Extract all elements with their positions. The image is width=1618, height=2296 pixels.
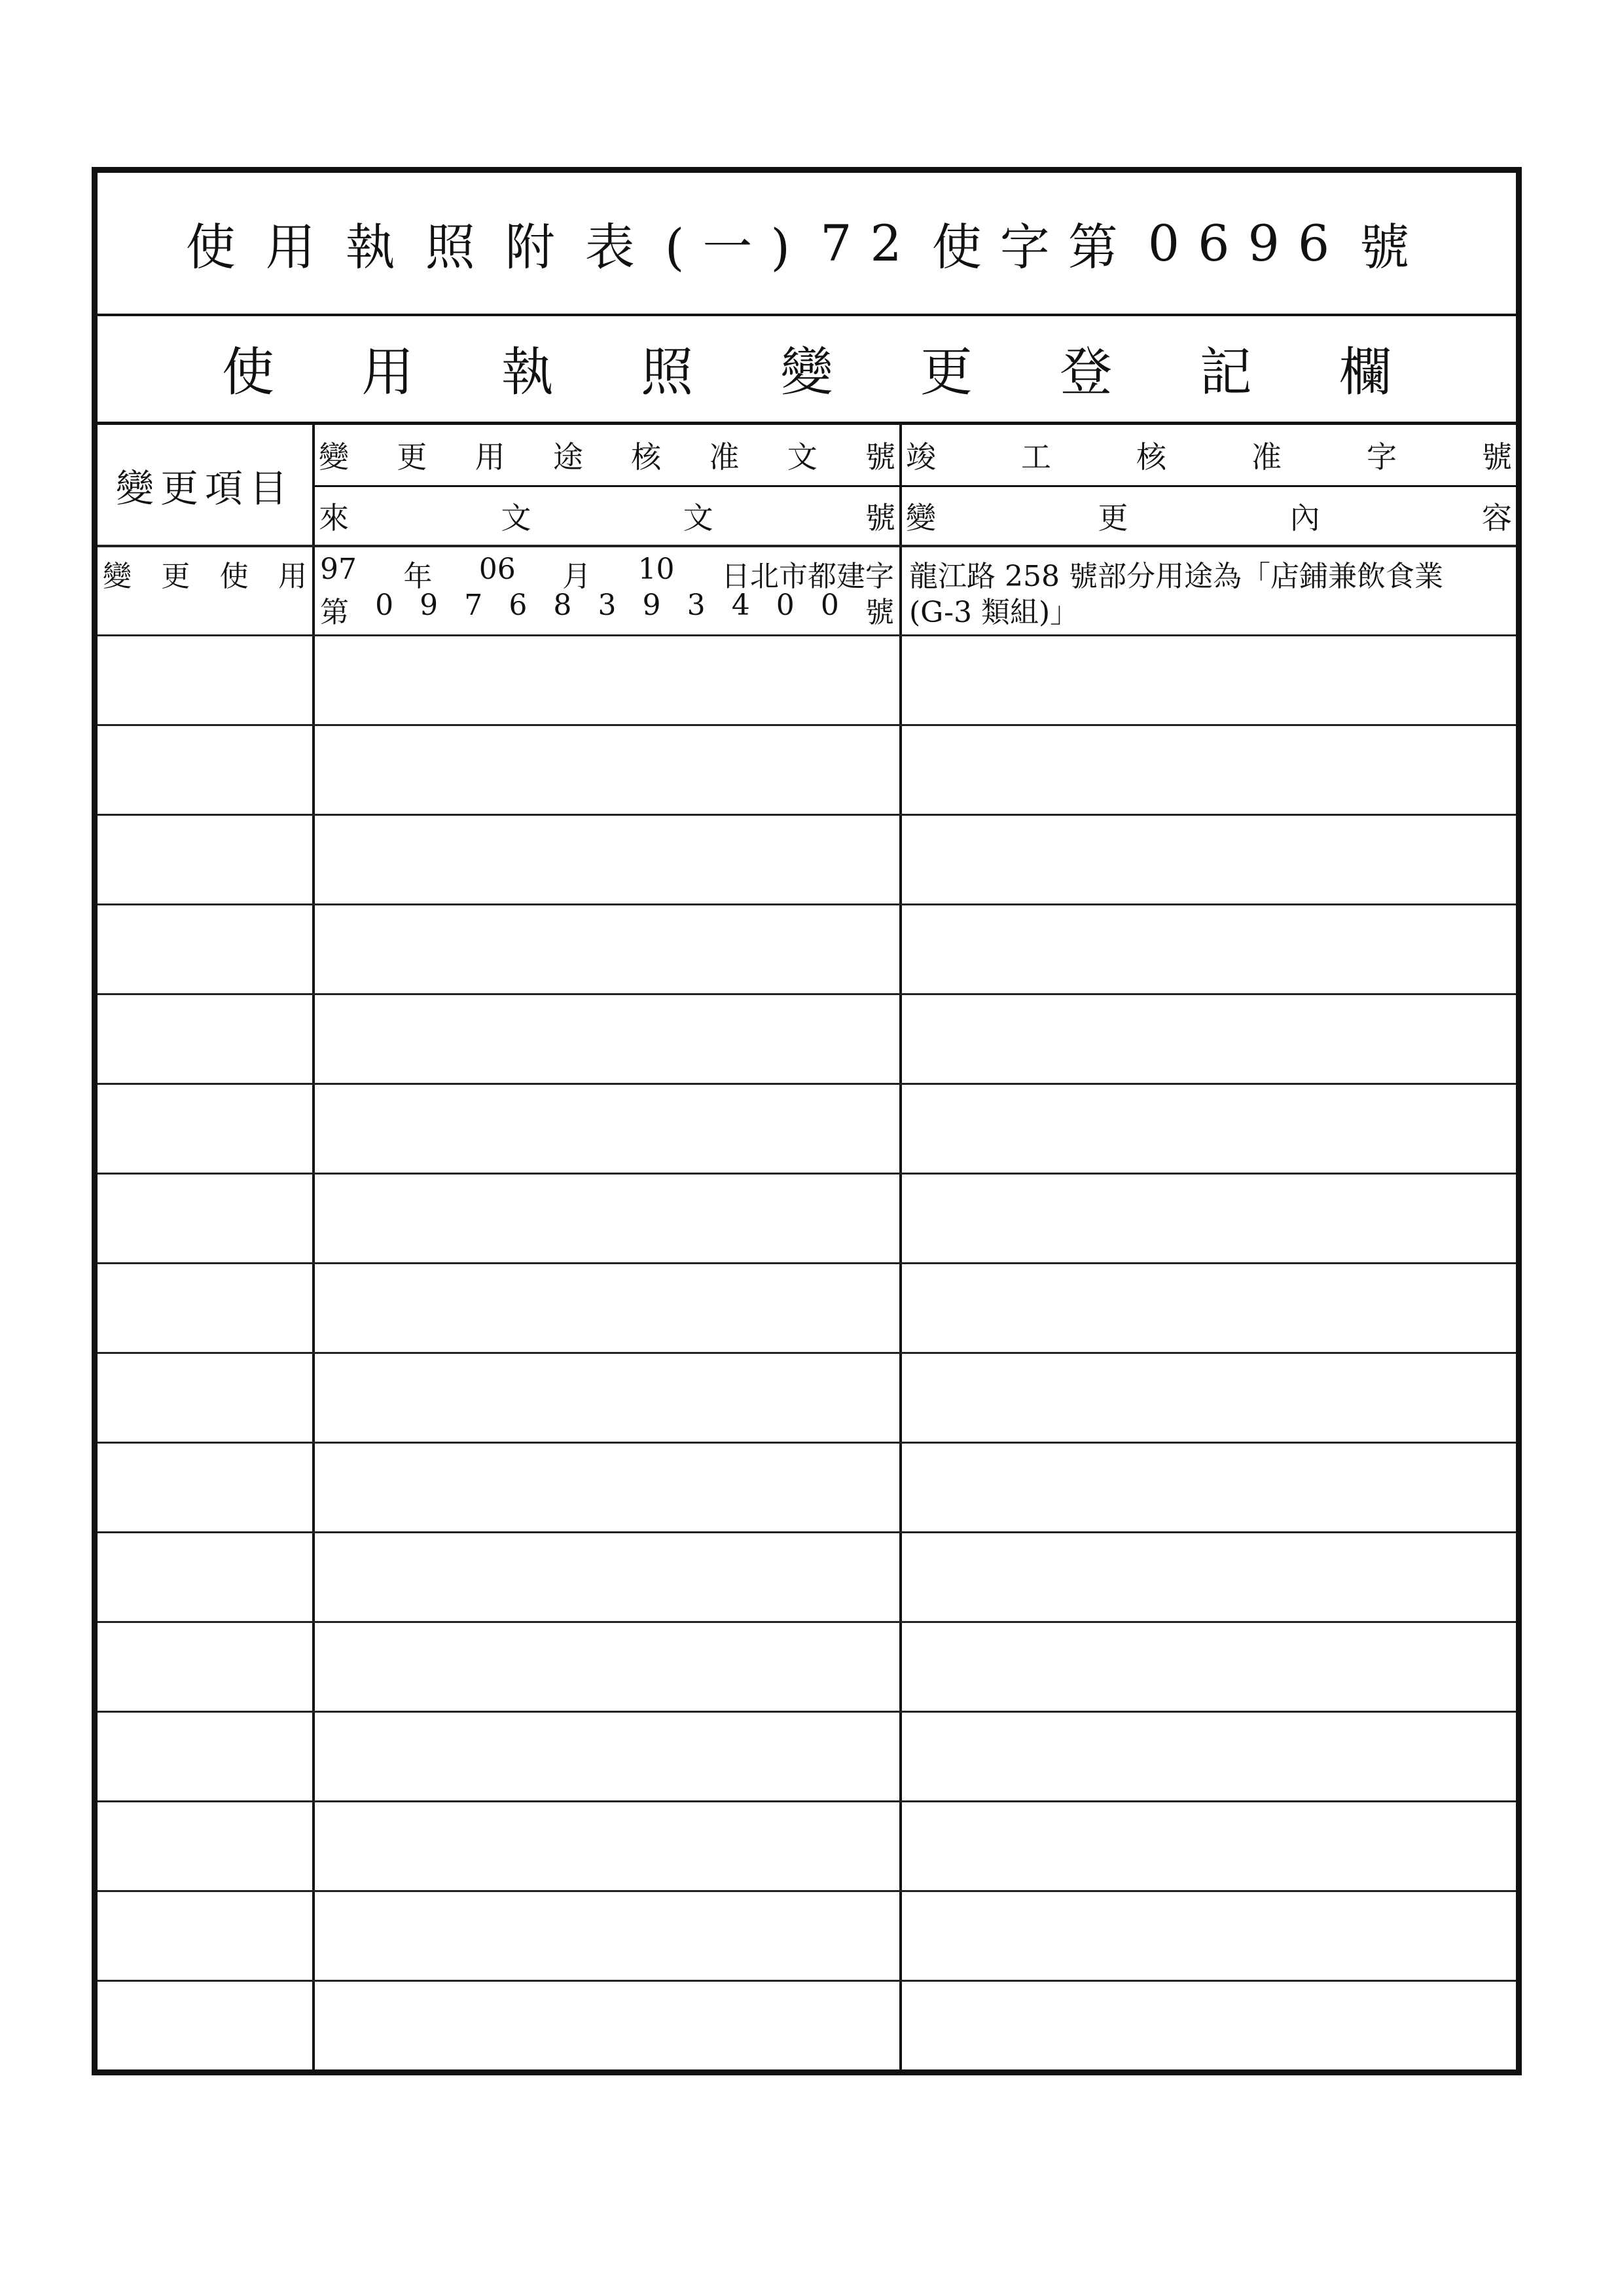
entry-glyph: 變 [103,560,132,593]
entry-glyph: 6 [509,589,528,622]
entry-glyph: 10 [638,553,675,586]
entry-glyph: 年 [403,560,433,593]
record-table [98,425,1516,2069]
entry-glyph: 8 [553,589,572,622]
header-glyph: 來 [319,500,349,536]
entry-content-line-2: (G-3 類組)」 [909,596,1079,629]
row-line [98,1980,1516,1982]
header-completion-approval-no [902,425,1516,487]
row-line [98,1890,1516,1892]
title-glyph: 用 [265,218,334,276]
header-glyph: 變 [319,439,349,475]
row-line [98,1711,1516,1713]
row-line [98,1442,1516,1444]
entry-glyph: 3 [598,589,617,622]
header-glyph: 號 [1482,439,1512,475]
column-divider-2 [899,425,902,2069]
sheet-subtitle [98,314,1516,425]
header-incoming-doc-no [315,487,899,545]
row-line [98,1083,1516,1085]
entry-glyph: 7 [464,589,483,622]
header-change-item: 變更項目 [115,465,294,511]
title-glyph: 附 [505,218,573,276]
row-line [98,903,1516,905]
header-glyph: 更 [397,439,427,475]
entry-glyph: 0 [375,589,394,622]
row-line [98,1262,1516,1264]
title-glyph: 執 [345,218,414,276]
subtitle-glyph: 使 [222,342,274,403]
header-glyph: 文 [683,500,713,536]
header-glyph: 容 [1481,500,1512,536]
entry-doc-line-2 [315,589,899,630]
entry-glyph: 日北市都建字 [721,560,894,593]
subtitle-glyph: 變 [780,342,833,403]
header-glyph: 號 [865,439,895,475]
subtitle-glyph: 用 [361,342,414,403]
row-line [98,993,1516,995]
entry-glyph: 9 [642,589,661,622]
row-line [98,1621,1516,1623]
title-glyph: 72 [820,214,920,272]
title-glyph: (一) [664,218,809,276]
subtitle-glyph: 照 [641,342,694,403]
header-glyph: 工 [1021,439,1051,475]
subtitle-glyph: 更 [920,342,973,403]
header-bottom-line [98,545,1516,547]
header-glyph: 准 [1251,439,1282,475]
subtitle-glyph: 登 [1060,342,1113,403]
header-glyph: 文 [501,500,531,536]
subtitle-glyph: 執 [501,342,554,403]
entry-glyph: 第 [320,596,349,629]
entry-glyph: 更 [161,560,190,593]
row-line [98,1352,1516,1354]
entry-glyph: 使 [219,560,249,593]
entry-glyph: 3 [687,589,706,622]
entry-content-line-1: 龍江路 258 號部分用途為「店鋪兼飲食業 [909,560,1443,593]
entry-glyph: 06 [478,553,516,586]
title-glyph: 表 [584,218,653,276]
subtitle-glyph: 欄 [1339,342,1392,403]
header-approval-doc-no [315,425,899,487]
entry-glyph: 0 [820,589,839,622]
column-divider-1 [312,425,315,2069]
header-glyph: 途 [552,439,583,475]
entry-glyph: 月 [562,560,592,593]
entry-change-item [98,553,312,594]
header-glyph: 號 [865,500,895,536]
header-glyph: 用 [475,439,505,475]
row-line [98,634,1516,636]
entry-glyph: 97 [320,553,357,586]
row-line [98,1800,1516,1802]
sheet-title [98,173,1516,316]
entry-glyph: 9 [420,589,439,622]
entry-glyph: 0 [776,589,795,622]
subtitle-glyph: 記 [1199,342,1252,403]
header-glyph: 竣 [906,439,936,475]
row-line [98,1531,1516,1533]
entry-glyph: 號 [865,596,894,629]
title-glyph: 使字第 [931,218,1136,276]
header-glyph: 核 [631,439,662,475]
entry-glyph: 4 [731,589,750,622]
row-line [98,1173,1516,1175]
header-glyph: 字 [1367,439,1397,475]
header-glyph: 更 [1098,500,1128,536]
title-glyph: 0696 [1147,214,1348,272]
row-line [98,724,1516,726]
title-glyph: 照 [425,218,494,276]
entry-glyph: 用 [278,560,307,593]
header-glyph: 文 [787,439,818,475]
header-glyph: 變 [906,500,936,536]
title-glyph: 使 [185,218,254,276]
title-glyph: 號 [1359,218,1428,276]
header-glyph: 內 [1289,500,1320,536]
change-record-sheet [92,167,1522,2075]
header-glyph: 核 [1136,439,1166,475]
row-line [98,814,1516,816]
header-change-content [902,487,1516,545]
header-glyph: 准 [709,439,740,475]
